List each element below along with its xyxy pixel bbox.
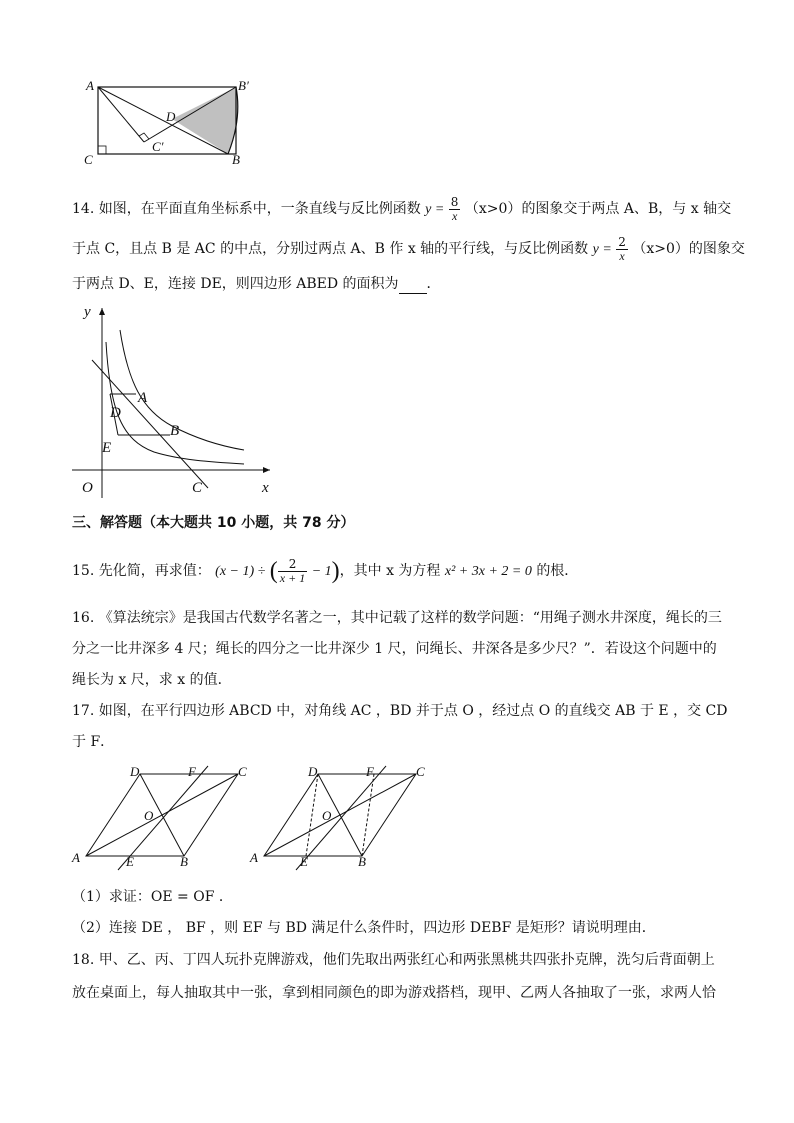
- label-C-prime: C′: [152, 139, 164, 154]
- q18-text: 甲、乙、丙、丁四人玩扑克牌游戏，他们先取出两张红心和两张黑桃共四张扑克牌，洗匀后背面朝上: [98, 952, 715, 968]
- function-y: y =: [425, 202, 445, 217]
- q14-line-1: [72, 192, 731, 226]
- denominator: x: [619, 248, 625, 263]
- q14-text: 于点 C，且点 B 是 AC 的中点，分别过两点 A、B 作 x 轴的平行线，与反比例函数: [72, 241, 589, 257]
- numerator: 2: [618, 234, 626, 249]
- equation: x² + 3x + 2 = 0: [444, 564, 532, 579]
- right-paren: ): [331, 558, 340, 584]
- label-D: D: [110, 405, 121, 421]
- fraction-2-over-x-plus-1: [278, 558, 307, 585]
- q17-figure-1: [68, 762, 258, 872]
- x-axis-arrow: [263, 467, 270, 473]
- label-C: C: [192, 480, 203, 496]
- label-O: O: [82, 480, 93, 496]
- denominator: x + 1: [279, 570, 306, 585]
- y-axis-arrow: [99, 308, 105, 315]
- q14-text: 的图象交于两点 A、B，与 x 轴交: [521, 201, 732, 217]
- segment-ac-prime: [98, 87, 144, 142]
- period: ．: [426, 276, 441, 292]
- line-through-a-b-c: [92, 360, 208, 488]
- q16-text: 《算法统宗》是我国古代数学名著之一，其中记载了这样的数学问题：“用绳子测水井深度，绳长的三: [98, 610, 722, 626]
- label-A: A: [72, 850, 80, 865]
- label-y: y: [84, 304, 91, 320]
- label-A: A: [138, 390, 148, 406]
- label-C: C: [84, 152, 93, 167]
- question-number: 17.: [72, 703, 95, 719]
- label-C: C: [238, 764, 247, 779]
- q14-text: 如图，在平面直角坐标系中，一条直线与反比例函数: [98, 201, 421, 217]
- q14-line-2: [72, 232, 745, 266]
- label-D: D: [308, 764, 318, 779]
- right-angle-c: [98, 146, 106, 154]
- numerator: 8: [450, 194, 459, 209]
- denominator: x: [451, 208, 458, 223]
- q17-figure-2: [246, 762, 436, 872]
- label-B-prime: B′: [238, 78, 249, 93]
- label-C: C: [416, 764, 425, 779]
- question-number: 16.: [72, 610, 95, 626]
- label-x: x: [262, 480, 269, 496]
- expression-left: (x − 1) ÷: [215, 564, 266, 579]
- shaded-region: [172, 87, 238, 154]
- q14-text: 于两点 D、E，连接 DE，则四边形 ABED 的面积为: [72, 276, 399, 292]
- label-E: E: [102, 440, 112, 456]
- q14-line-3: [72, 274, 441, 294]
- expression-minus: − 1: [311, 564, 332, 579]
- q14-text: 的图象交: [688, 241, 745, 257]
- q18-line-1: [72, 950, 715, 970]
- label-F: F: [366, 764, 374, 779]
- section-heading: 三、解答题（本大题共 10 小题，共 78 分）: [72, 515, 355, 531]
- question-number: 18.: [72, 952, 95, 968]
- label-B: B: [232, 152, 240, 167]
- label-B: B: [170, 423, 180, 439]
- label-D: D: [166, 109, 176, 124]
- q16-line-2: 分之一比井深多 4 尺；绳长的四分之一比井深少 1 尺，问绳长、井深各是多少尺？”．若设这个问题中的: [72, 641, 717, 657]
- domain-condition: （x>0）: [464, 201, 522, 217]
- q17-part-2: （2）连接 DE ， BF ，则 EF 与 BD 满足什么条件时，四边形 DEBF 是矩形？请说明理由．: [72, 920, 656, 936]
- q15-text: ，其中 x 为方程: [339, 563, 441, 579]
- q13-figure: [78, 74, 278, 174]
- domain-condition: （x>0）: [632, 241, 689, 257]
- numerator: 2: [278, 558, 307, 572]
- left-paren: (: [269, 558, 278, 584]
- q17-part-1: （1）求证：OE = OF ．: [72, 889, 233, 905]
- label-O: O: [322, 808, 332, 823]
- dashed-de: [306, 774, 318, 856]
- label-F: F: [188, 764, 196, 779]
- function-y: y =: [592, 242, 612, 257]
- q17-text: 如图，在平行四边形 ABCD 中，对角线 AC ，BD 并于点 O ，经过点 O 的直线交 AB 于 E ，交 CD: [98, 703, 728, 719]
- label-E: E: [300, 854, 308, 869]
- answer-blank[interactable]: [399, 279, 427, 294]
- q14-figure: [70, 302, 280, 502]
- label-B: B: [358, 854, 366, 869]
- q16-line-3: 绳长为 x 尺，求 x 的值．: [72, 672, 232, 688]
- label-D: D: [130, 764, 140, 779]
- label-E: E: [126, 854, 134, 869]
- q15-text: 先化简，再求值：: [98, 563, 211, 579]
- label-B: B: [180, 854, 188, 869]
- question-number: 14.: [72, 201, 95, 217]
- q18-line-2: 放在桌面上，每人抽取其中一张，拿到相同颜色的即为游戏搭档，现甲、乙两人各抽取了一张，求两人恰: [72, 985, 716, 1001]
- q15-line: [72, 554, 578, 588]
- label-A: A: [250, 850, 258, 865]
- fraction-2-over-x: [616, 236, 628, 263]
- q15-text: 的根．: [536, 563, 579, 579]
- q17-line-1: [72, 701, 727, 721]
- q17-line-2: 于 F．: [72, 734, 115, 750]
- question-number: 15.: [72, 563, 95, 579]
- label-A: A: [86, 78, 94, 93]
- label-O: O: [144, 808, 154, 823]
- q16-line-1: [72, 608, 722, 628]
- fraction-8-over-x: [449, 196, 461, 223]
